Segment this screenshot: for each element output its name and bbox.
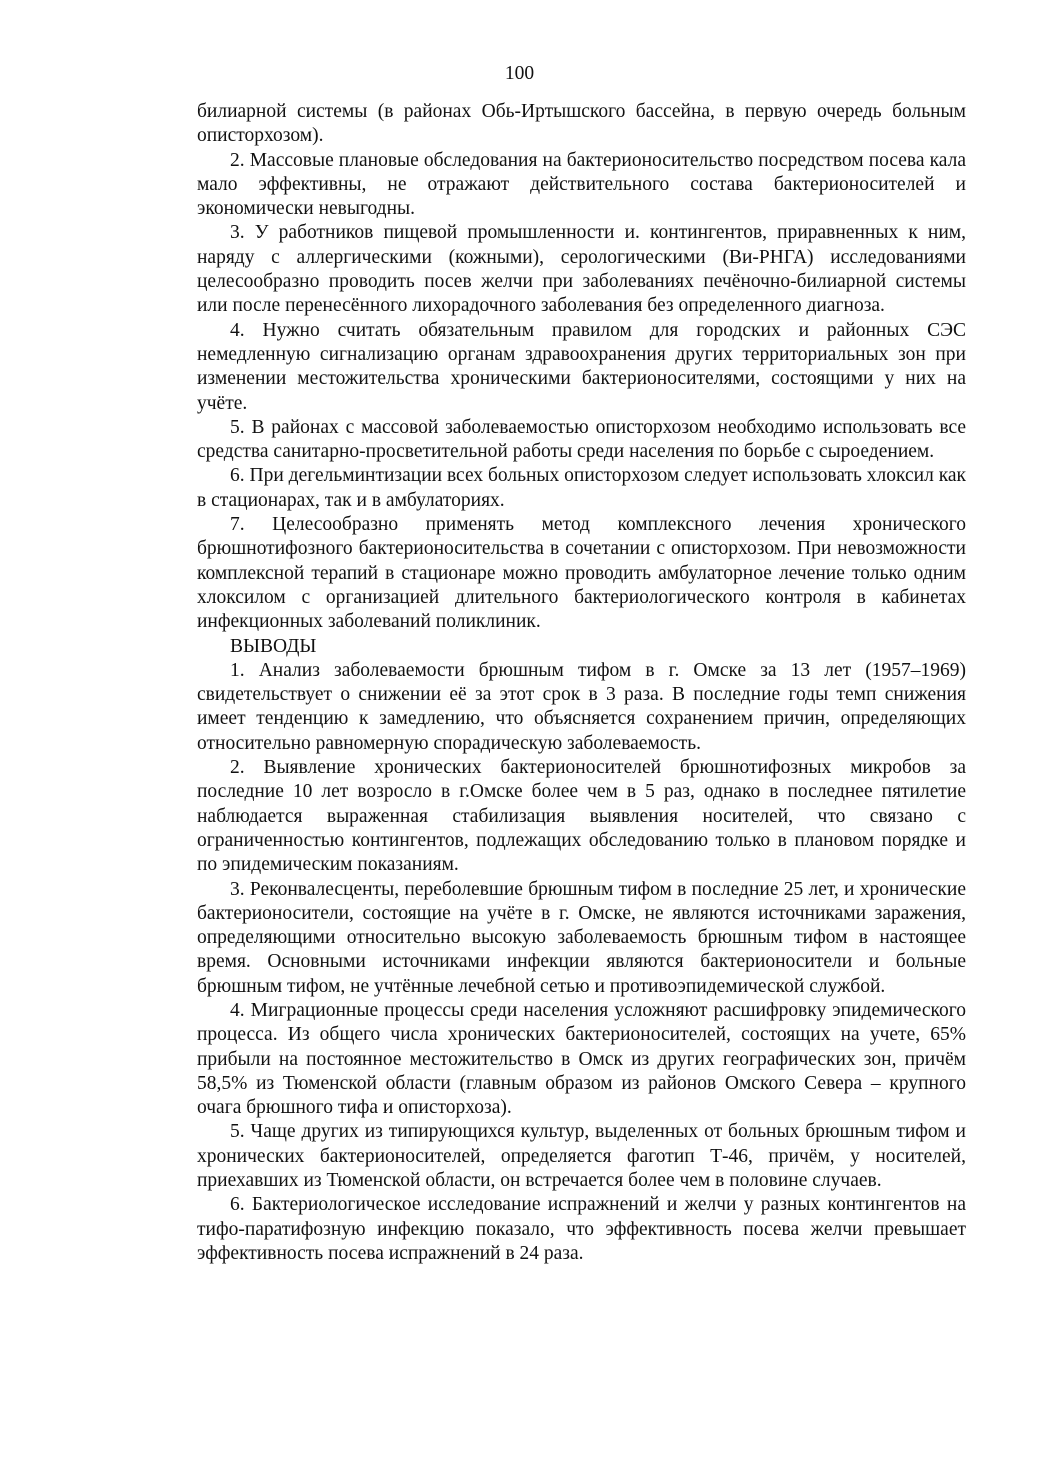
recommendation-3: 3. У работников пищевой промышленности и. контингентов, приравненных к ним, наряду с аллергическими (кожными), серологическими (Ви-РНГА) исследованиями целесообразно проводить посев желчи при заболеваниях печёночно-билиарной системы или после перенесённого лихорадочного заболевания без определенного диагноза.	[197, 222, 966, 317]
conclusions-heading: ВЫВОДЫ	[230, 635, 317, 657]
recommendation-7: 7. Целесообразно применять метод комплексного лечения хронического брюшнотифозного бактерионосительства в сочетании с описторхозом. При невозможности комплексной терапий в стационаре можно проводить амбулаторное лечение только одним хлоксилом с организацией длительного бактериологического контроля в кабинетах инфекционных заболеваний поликлиник.	[197, 514, 966, 633]
conclusion-6: 6. Бактериологическое исследование испражнений и желчи у разных контингентов на тифо-паратифозную инфекцию показало, что эффективность посева желчи превышает эффективность посева испражнений в 24 раза.	[197, 1194, 966, 1264]
conclusion-3: 3. Реконвалесценты, переболевшие брюшным тифом в последние 25 лет, и хронические бактерионосители, состоящие на учёте в г. Омске, не являются источниками заражения, определяющими относительно высокую заболеваемость брюшным тифом в настоящее время. Основными источниками инфекции являются бактерионосители и больные брюшным тифом, не учтённые лечебной сетью и противоэпидемической службой.	[197, 878, 966, 997]
recommendation-4: 4. Нужно считать обязательным правилом для городских и районных СЭС немедленную сигнализацию органам здравоохранения других территориальных зон при изменении местожительства хроническими бактерионосителями, состоящими у них на учёте.	[197, 319, 966, 414]
conclusion-4: 4. Миграционные процессы среди населения усложняют расшифровку эпидемического процесса. Из общего числа хронических бактерионосителей, состоящих на учете, 65% прибыли на постоянное местожительство в Омск из других географических зон, причём 58,5% из Тюменской области (главным образом из районов Омского Севера – крупного очага брюшного тифа и описторхоза).	[197, 999, 966, 1119]
page-number: 100	[504, 63, 535, 84]
conclusion-2: 2. Выявление хронических бактерионосителей брюшнотифозных микробов за последние 10 лет возросло в г.Омске более чем в 5 раз, однако в последнее пятилетие наблюдается выраженная стабилизация выявления носителей, что связано с ограниченностью контингентов, подлежащих обследованию только в плановом порядке и по эпидемическим показаниям.	[197, 757, 966, 876]
conclusion-1: 1. Анализ заболеваемости брюшным тифом в г. Омске за 13 лет (1957–1969) свидетельствует о снижении её за этот срок в 3 раза. В последние годы темп снижения имеет тенденцию к замедлению, что объясняется сохранением причин, определяющих относительно равномерную спорадическую заболеваемость.	[197, 659, 966, 754]
paragraph-continuation: билиарной системы (в районах Обь-Иртышского бассейна, в первую очередь больным описторхозом).	[197, 101, 966, 147]
recommendation-6: 6. При дегельминтизации всех больных описторхозом следует использовать хлоксил как в стационарах, так и в амбулаториях.	[197, 465, 966, 511]
conclusion-5: 5. Чаще других из типирующихся культур, выделенных от больных брюшным тифом и хронических бактерионосителей, определяется фаготип Т-46, причём, у носителей, приехавших из Тюменской области, он встречается более чем в половине случаев.	[197, 1121, 966, 1192]
recommendation-5: 5. В районах с массовой заболеваемостью описторхозом необходимо использовать все средства санитарно-просветительной работы среди населения по борьбе с сыроедением.	[197, 416, 966, 463]
recommendation-2: 2. Массовые плановые обследования на бактерионосительство посредством посева кала мало эффективны, не отражают действительного состава бактерионосителей и экономически невыгодны.	[197, 149, 966, 220]
body-text	[197, 100, 966, 1266]
